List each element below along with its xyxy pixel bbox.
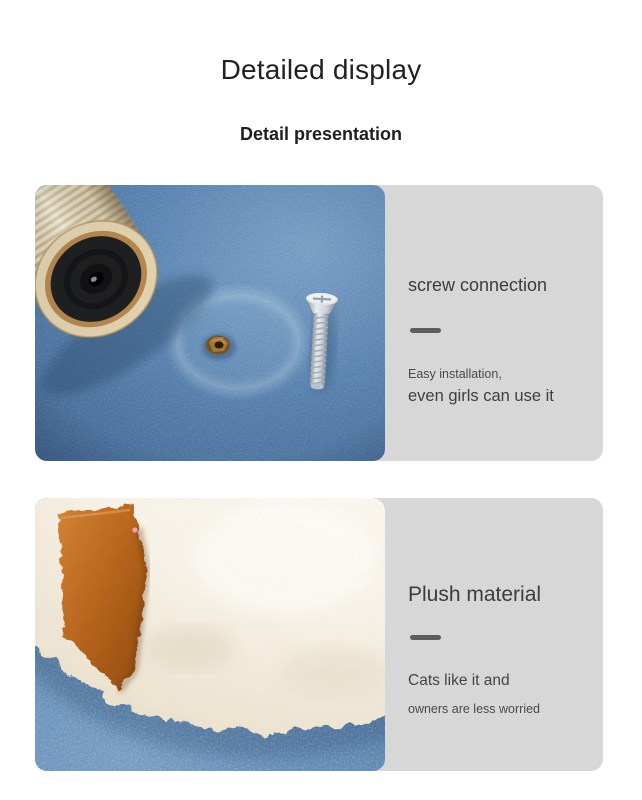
- section-desc-line1: Cats like it and: [408, 672, 510, 689]
- section-screw-connection: [35, 185, 603, 461]
- scratch-post-screw-photo: [35, 185, 385, 461]
- page-subtitle: Detail presentation: [239, 124, 403, 144]
- section-text-panel: [408, 498, 591, 771]
- section-desc-line2: owners are less worried: [408, 702, 540, 716]
- section-desc-line2: even girls can use it: [408, 387, 554, 405]
- divider-dash: [410, 328, 441, 333]
- section-heading: screw connection: [408, 275, 548, 295]
- section-heading: Plush material: [408, 583, 542, 606]
- section-text-panel: [408, 185, 591, 461]
- section-plush-material: [35, 498, 603, 771]
- divider-dash: [410, 635, 441, 640]
- plush-material-photo: [35, 498, 385, 771]
- page-title: Detailed display: [220, 54, 422, 85]
- section-desc-line1: Easy installation,: [408, 367, 502, 381]
